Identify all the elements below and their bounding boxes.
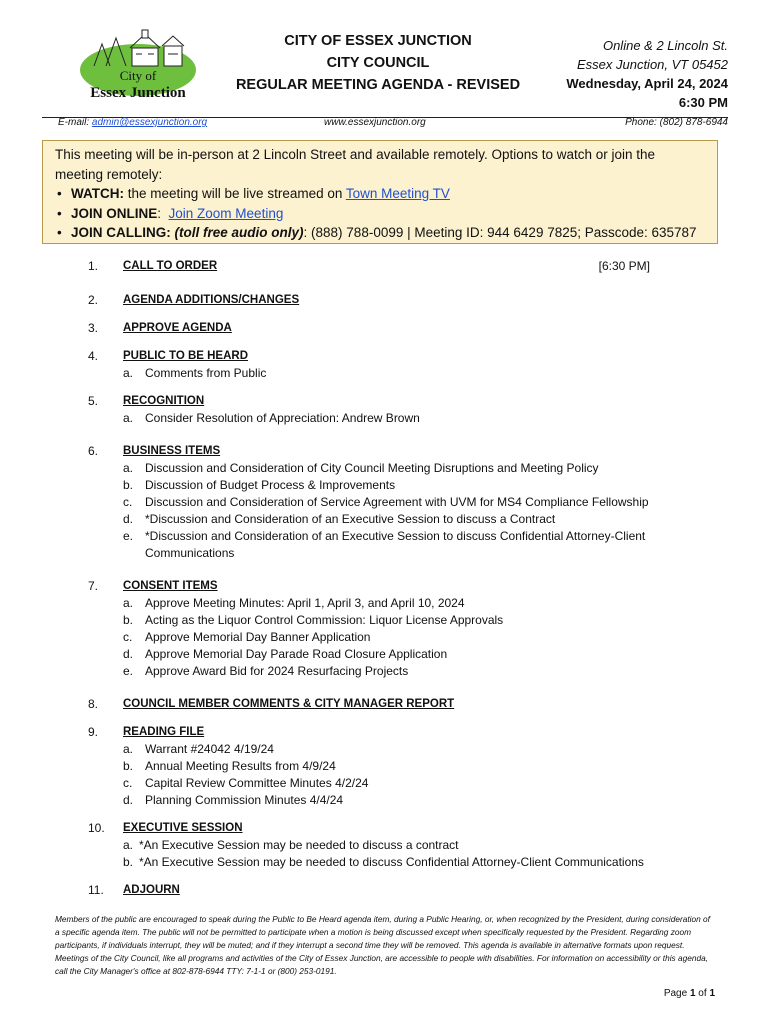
town-meeting-tv-link[interactable]: Town Meeting TV <box>345 186 450 201</box>
sub-item <box>123 663 770 680</box>
item-title: APPROVE AGENDA <box>123 322 232 334</box>
sub-letter: c. <box>123 776 133 790</box>
calling-details: : (888) 788-0099 | Meeting ID: 944 6429 7825; Passcode: 635787 <box>303 225 697 240</box>
sub-text: Approve Award Bid for 2024 Resurfacing Projects <box>145 664 409 678</box>
sub-text: Approve Memorial Day Parade Road Closure Application <box>145 647 448 661</box>
sub-text: Acting as the Liquor Control Commission: Liquor License Approvals <box>145 613 504 627</box>
agenda-item <box>0 348 770 382</box>
join-online-option <box>71 204 705 224</box>
sub-item <box>123 365 770 382</box>
sub-text: Approve Meeting Minutes: April 1, April 3, and April 10, 2024 <box>145 596 465 610</box>
sub-text: *Discussion and Consideration of an Executive Session to discuss a Contract <box>145 512 556 526</box>
sub-letter: a. <box>123 366 134 380</box>
sub-letter: a. <box>123 596 134 610</box>
item-title: CONSENT ITEMS <box>123 580 218 592</box>
sub-text: Discussion and Consideration of Service Agreement with UVM for MS4 Compliance Fellowship <box>145 495 649 509</box>
page-label: Page <box>663 988 690 999</box>
item-number: 2. <box>88 293 99 307</box>
sub-letter: b. <box>123 855 134 869</box>
sub-item <box>123 775 770 792</box>
sub-text: Warrant #24042 4/19/24 <box>145 742 274 756</box>
agenda-item <box>0 443 770 562</box>
sub-text: Discussion and Consideration of City Council Meeting Disruptions and Meeting Policy <box>145 461 599 475</box>
calling-label: JOIN CALLING: <box>71 225 171 240</box>
sub-item <box>123 460 770 477</box>
sub-item <box>123 758 770 775</box>
agenda-item <box>0 292 770 309</box>
sub-item <box>123 595 770 612</box>
item-number: 8. <box>88 697 99 711</box>
item-number: 10. <box>88 821 105 835</box>
svg-text:Essex Junction: Essex Junction <box>90 85 186 101</box>
agenda-item <box>0 578 770 680</box>
email-line <box>58 117 207 128</box>
item-number: 6. <box>88 444 99 458</box>
sub-letter: a. <box>123 461 134 475</box>
sub-text: Comments from Public <box>145 366 267 380</box>
city-title: CITY OF ESSEX JUNCTION <box>284 33 472 49</box>
sub-text: *An Executive Session may be needed to discuss a contract <box>139 838 459 852</box>
sub-letter: b. <box>123 613 134 627</box>
sub-text: Planning Commission Minutes 4/4/24 <box>145 793 344 807</box>
agenda-item <box>0 320 770 337</box>
phone-text: Phone: (802) 878-6944 <box>625 117 728 128</box>
agenda-item <box>0 393 770 427</box>
join-calling-option <box>71 223 705 243</box>
sub-letter: c. <box>123 630 133 644</box>
sub-item <box>123 741 770 758</box>
remote-options-list <box>55 184 705 243</box>
sub-letter: d. <box>123 647 134 661</box>
item-number: 11. <box>88 883 104 897</box>
public-participation-note: Members of the public are encouraged to speak during the Public to Be Heard agenda item, during a Public Hearing, or, when recognized by the President, during consideration of a specific agenda item. The public will not be permitted to participate when a motion is being discussed except when specifically requested by the President. Regarding zoom participants, if individuals interrupt, they will be muted; and if they interrupt a second time they will be removed. This agenda is available in alternative formats upon request. Meetings of the City Council, like all programs and activities of the City of Essex Junction, are accessible to people with disabilities. For information on accessibility or this agenda, call the City Manager's office at 802-878-6944 TTY: 7-1-1 or (800) 253-0191. <box>55 914 710 976</box>
email-label: E-mail: <box>58 117 92 128</box>
sub-item <box>123 646 770 663</box>
item-number: 4. <box>88 349 99 363</box>
sub-item <box>123 792 770 809</box>
sub-text: *Discussion and Consideration of an Executive Session to discuss Confidential Attorney-Client Communications <box>145 529 646 560</box>
sub-item <box>123 511 770 528</box>
meeting-info <box>566 36 728 112</box>
sub-text: Capital Review Committee Minutes 4/2/24 <box>145 776 369 790</box>
page-total: 1 <box>709 988 715 999</box>
agenda-item <box>0 696 770 713</box>
sub-letter: b. <box>123 478 134 492</box>
item-title: CALL TO ORDER <box>123 260 218 272</box>
item-number: 3. <box>88 321 99 335</box>
item-number: 1. <box>88 259 99 273</box>
page-number <box>664 988 715 999</box>
item-time: [6:30 PM] <box>598 259 650 273</box>
sub-text: Annual Meeting Results from 4/9/24 <box>145 759 336 773</box>
sub-letter: a. <box>123 742 134 756</box>
item-number: 7. <box>88 579 99 593</box>
online-separator: : <box>157 205 169 221</box>
city-logo <box>76 26 198 102</box>
sub-letter: a. <box>123 838 134 852</box>
sub-letter: b. <box>123 759 134 773</box>
email-link[interactable]: admin@essexjunction.org <box>91 117 208 128</box>
watch-label: WATCH: <box>71 186 124 201</box>
item-title: AGENDA ADDITIONS/CHANGES <box>123 294 300 306</box>
sub-text: *An Executive Session may be needed to discuss Confidential Attorney-Client Communications <box>139 855 644 869</box>
agenda-title-block <box>228 30 528 96</box>
item-title: COUNCIL MEMBER COMMENTS & CITY MANAGER REPORT <box>123 698 455 710</box>
meeting-time: 6:30 PM <box>678 95 728 110</box>
item-title: READING FILE <box>123 726 205 738</box>
item-title: PUBLIC TO BE HEARD <box>123 350 249 362</box>
item-title: EXECUTIVE SESSION <box>123 822 243 834</box>
online-label: JOIN ONLINE <box>71 205 158 221</box>
agenda-title: REGULAR MEETING AGENDA - REVISED <box>235 77 521 93</box>
sub-letter: e. <box>123 664 134 678</box>
item-number: 5. <box>88 394 99 408</box>
sub-text: Consider Resolution of Appreciation: Andrew Brown <box>145 411 420 425</box>
page-current: 1 <box>689 988 696 999</box>
sub-item <box>123 854 770 871</box>
sub-item <box>123 477 770 494</box>
sub-item <box>123 528 770 562</box>
sub-letter: a. <box>123 411 134 425</box>
item-number: 9. <box>88 725 99 739</box>
council-title: CITY COUNCIL <box>326 55 430 71</box>
svg-text:City of: City of <box>119 68 157 83</box>
agenda-list <box>0 258 770 910</box>
sub-text: Approve Memorial Day Banner Application <box>145 630 371 644</box>
sub-item <box>123 629 770 646</box>
remote-options-notice <box>42 140 718 244</box>
notice-intro: This meeting will be in-person at 2 Lincoln Street and available remotely. Options to watch or join the meeting remotely: <box>55 147 656 182</box>
agenda-item <box>0 258 770 275</box>
item-title: RECOGNITION <box>123 395 205 407</box>
city-logo-icon <box>76 26 198 102</box>
agenda-item <box>0 724 770 809</box>
sub-letter: c. <box>123 495 133 509</box>
page-of: of <box>695 988 710 999</box>
sub-item <box>123 837 770 854</box>
sub-item <box>123 494 770 511</box>
website-text: www.essexjunction.org <box>324 117 426 128</box>
item-title: BUSINESS ITEMS <box>123 445 221 457</box>
sub-letter: d. <box>123 793 134 807</box>
watch-text: the meeting will be live streamed on <box>124 186 346 201</box>
sub-text: Discussion of Budget Process & Improvements <box>145 478 396 492</box>
location-line-1: Online & 2 Lincoln St. <box>602 38 728 53</box>
sub-letter: e. <box>123 529 134 543</box>
meeting-date: Wednesday, April 24, 2024 <box>566 76 728 91</box>
calling-note: (toll free audio only) <box>174 225 304 240</box>
sub-letter: d. <box>123 512 134 526</box>
agenda-item <box>0 820 770 871</box>
sub-item <box>123 612 770 629</box>
sub-item <box>123 410 770 427</box>
agenda-item <box>0 882 770 899</box>
location-line-2: Essex Junction, VT 05452 <box>576 57 728 72</box>
watch-option <box>71 184 705 204</box>
item-title: ADJOURN <box>123 884 180 896</box>
zoom-meeting-link[interactable]: Join Zoom Meeting <box>168 205 284 221</box>
